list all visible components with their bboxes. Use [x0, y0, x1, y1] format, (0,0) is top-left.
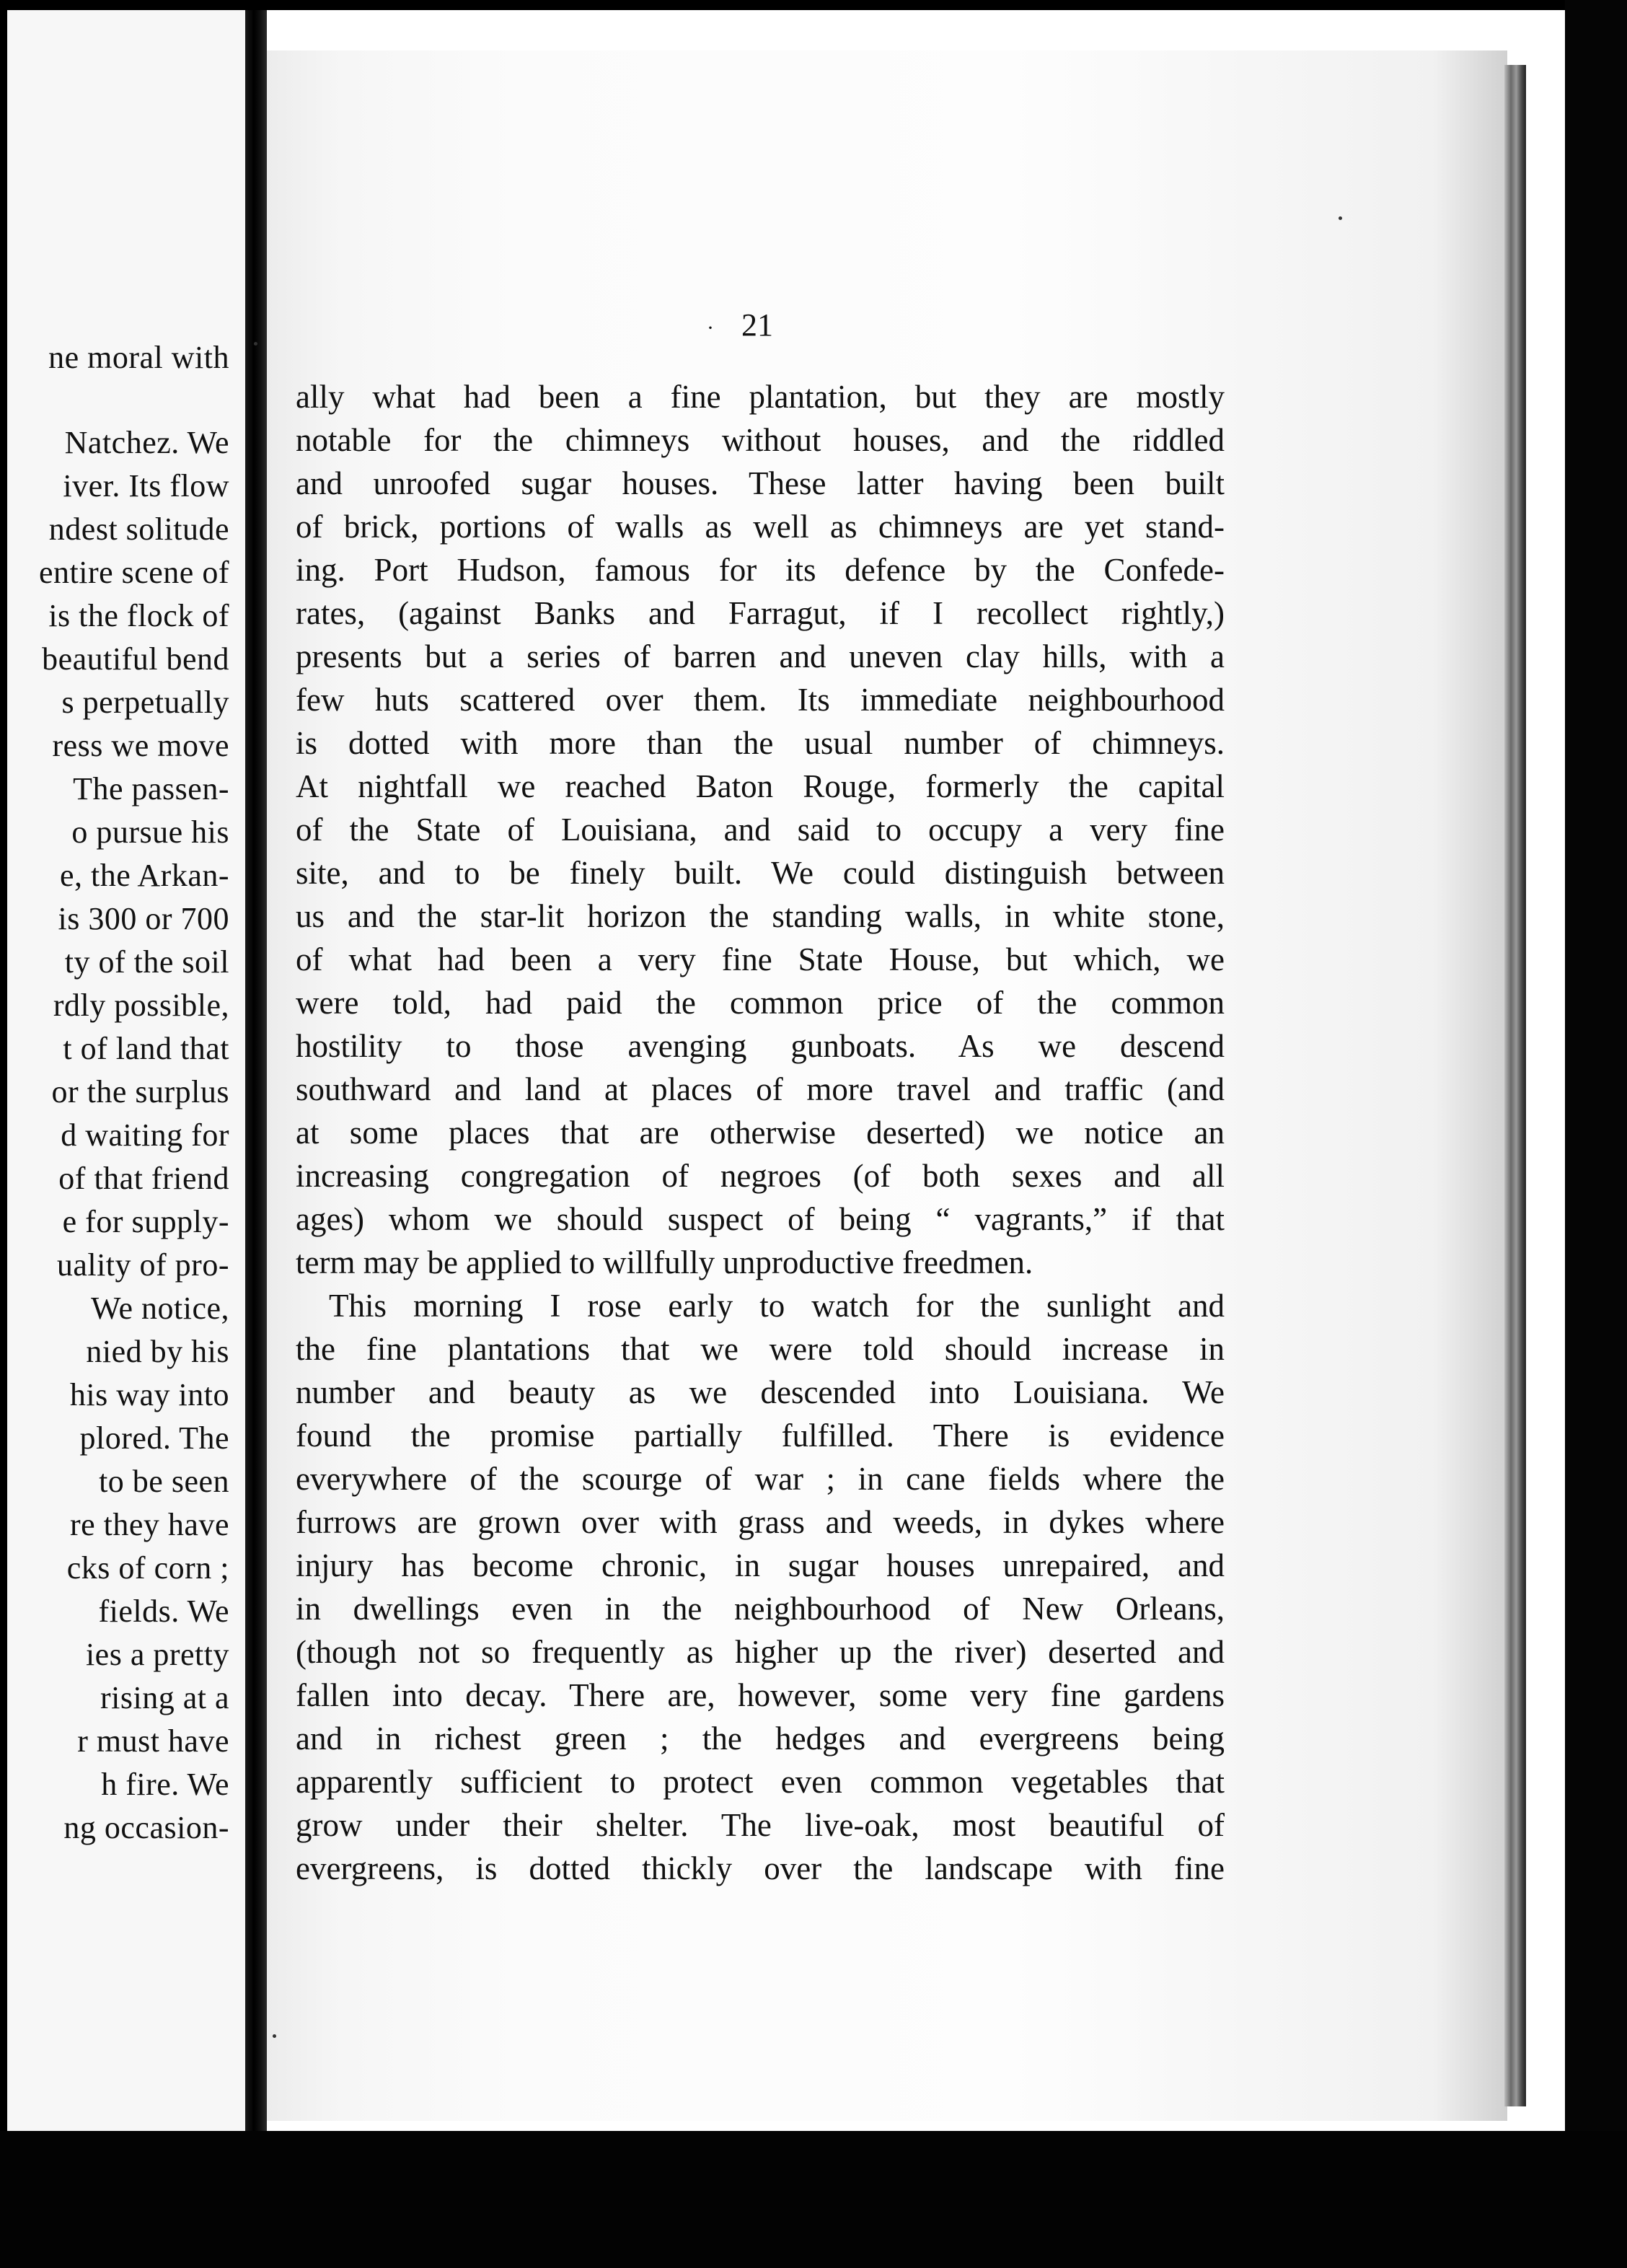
text-line: number and beauty as we descended into Louisiana. We: [296, 1374, 1225, 1410]
left-line: iver. Its flow: [63, 468, 229, 504]
scan-speck: [1339, 216, 1342, 220]
text-line: the fine plantations that we were told should increase in: [296, 1331, 1225, 1367]
left-line: The passen-: [73, 771, 229, 806]
text-line: site, and to be finely built. We could distinguish between: [296, 855, 1225, 891]
scan-speck: [273, 2034, 276, 2038]
text-line: is dotted with more than the usual number of chimneys.: [296, 725, 1225, 761]
text-line: hostility to those avenging gunboats. As we descend: [296, 1028, 1225, 1064]
left-line: plored. The: [79, 1420, 229, 1456]
left-line: d waiting for: [61, 1117, 229, 1153]
left-line: ies a pretty: [85, 1637, 229, 1672]
scan-speck: [254, 342, 257, 346]
text-line: of what had been a very fine State House, but which, we: [296, 941, 1225, 977]
left-line: Natchez. We: [64, 425, 229, 460]
page-edge: [1504, 65, 1526, 2106]
left-line: to be seen: [99, 1464, 229, 1499]
scan-border-right: [1565, 0, 1627, 2268]
left-facing-page: [7, 10, 245, 2131]
text-line: were told, had paid the common price of the common: [296, 985, 1225, 1021]
text-line: term may be applied to willfully unproductive freedmen.: [296, 1244, 1033, 1280]
left-line: of that friend: [58, 1161, 229, 1196]
text-line: presents but a series of barren and uneven clay hills, with a: [296, 638, 1225, 674]
scan-border-left: [0, 0, 7, 2268]
text-line: few huts scattered over them. Its immediate neighbourhood: [296, 682, 1225, 718]
text-line: of brick, portions of walls as well as chimneys are yet stand-: [296, 509, 1225, 545]
body-text: [296, 375, 1225, 1890]
left-line: is 300 or 700: [58, 901, 229, 936]
left-line: h fire. We: [101, 1767, 229, 1802]
left-line: rising at a: [100, 1680, 229, 1715]
text-line: ing. Port Hudson, famous for its defence by the Confede-: [296, 552, 1225, 588]
text-line: fallen into decay. There are, however, some very fine gardens: [296, 1677, 1225, 1713]
left-line: nied by his: [86, 1334, 229, 1369]
text-line: and unroofed sugar houses. These latter having been built: [296, 465, 1225, 501]
left-line: beautiful bend: [42, 641, 229, 677]
left-line: is the flock of: [48, 598, 229, 633]
left-line: s perpetually: [61, 685, 229, 720]
text-line: grow under their shelter. The live-oak, most beautiful of: [296, 1807, 1225, 1843]
text-line: of the State of Louisiana, and said to occupy a very fine: [296, 812, 1225, 848]
left-line: r must have: [77, 1723, 229, 1759]
book-gutter: [245, 10, 267, 2131]
text-line: everywhere of the scourge of war ; in cane fields where the: [296, 1461, 1225, 1497]
left-line: We notice,: [90, 1291, 229, 1326]
text-line: evergreens, is dotted thickly over the landscape with fine: [296, 1850, 1225, 1886]
text-line: ages) whom we should suspect of being “ vagrants,” if that: [296, 1201, 1225, 1237]
text-line: us and the star-lit horizon the standing walls, in white stone,: [296, 898, 1225, 934]
left-line: ng occasion-: [63, 1810, 229, 1845]
page-number: 21: [741, 307, 773, 343]
text-line: apparently sufficient to protect even common vegetables that: [296, 1764, 1225, 1800]
left-line: ndest solitude: [48, 511, 229, 547]
text-line: At nightfall we reached Baton Rouge, formerly the capital: [296, 768, 1225, 804]
text-line: ally what had been a fine plantation, but they are mostly: [296, 379, 1225, 415]
left-line: o pursue his: [71, 814, 229, 850]
left-line: rdly possible,: [53, 988, 229, 1023]
left-line: or the surplus: [51, 1074, 229, 1109]
scan-border-bottom: [0, 2131, 1627, 2268]
left-line: his way into: [69, 1377, 229, 1412]
text-line: furrows are grown over with grass and weeds, in dykes where: [296, 1504, 1225, 1540]
text-line: This morning I rose early to watch for the sunlight and: [329, 1288, 1225, 1324]
text-line: at some places that are otherwise deserted) we notice an: [296, 1115, 1225, 1151]
left-line: ty of the soil: [64, 944, 229, 980]
left-line: ne moral with: [48, 340, 229, 375]
left-line: uality of pro-: [56, 1247, 229, 1283]
left-line: cks of corn ;: [66, 1550, 229, 1586]
text-line: southward and land at places of more travel and traffic (and: [296, 1071, 1225, 1107]
left-line: t of land that: [63, 1031, 229, 1066]
text-line: increasing congregation of negroes (of both sexes and all: [296, 1158, 1225, 1194]
text-line: and in richest green ; the hedges and evergreens being: [296, 1720, 1225, 1757]
text-line: (though not so frequently as higher up the river) deserted and: [296, 1634, 1225, 1670]
page-number-dot: ·: [707, 316, 714, 340]
left-line: re they have: [70, 1507, 229, 1542]
text-line: rates, (against Banks and Farragut, if I recollect rightly,): [296, 595, 1225, 631]
scan-border-top: [0, 0, 1627, 10]
left-line: entire scene of: [38, 555, 229, 590]
text-line: injury has become chronic, in sugar houses unrepaired, and: [296, 1547, 1225, 1583]
text-line: found the promise partially fulfilled. There is evidence: [296, 1418, 1225, 1454]
left-line: e, the Arkan-: [60, 858, 229, 893]
left-line: fields. We: [98, 1594, 229, 1629]
text-line: notable for the chimneys without houses, and the riddled: [296, 422, 1225, 458]
left-line: e for supply-: [62, 1204, 229, 1239]
left-line: ress we move: [52, 728, 229, 763]
text-line: in dwellings even in the neighbourhood of New Orleans,: [296, 1591, 1225, 1627]
